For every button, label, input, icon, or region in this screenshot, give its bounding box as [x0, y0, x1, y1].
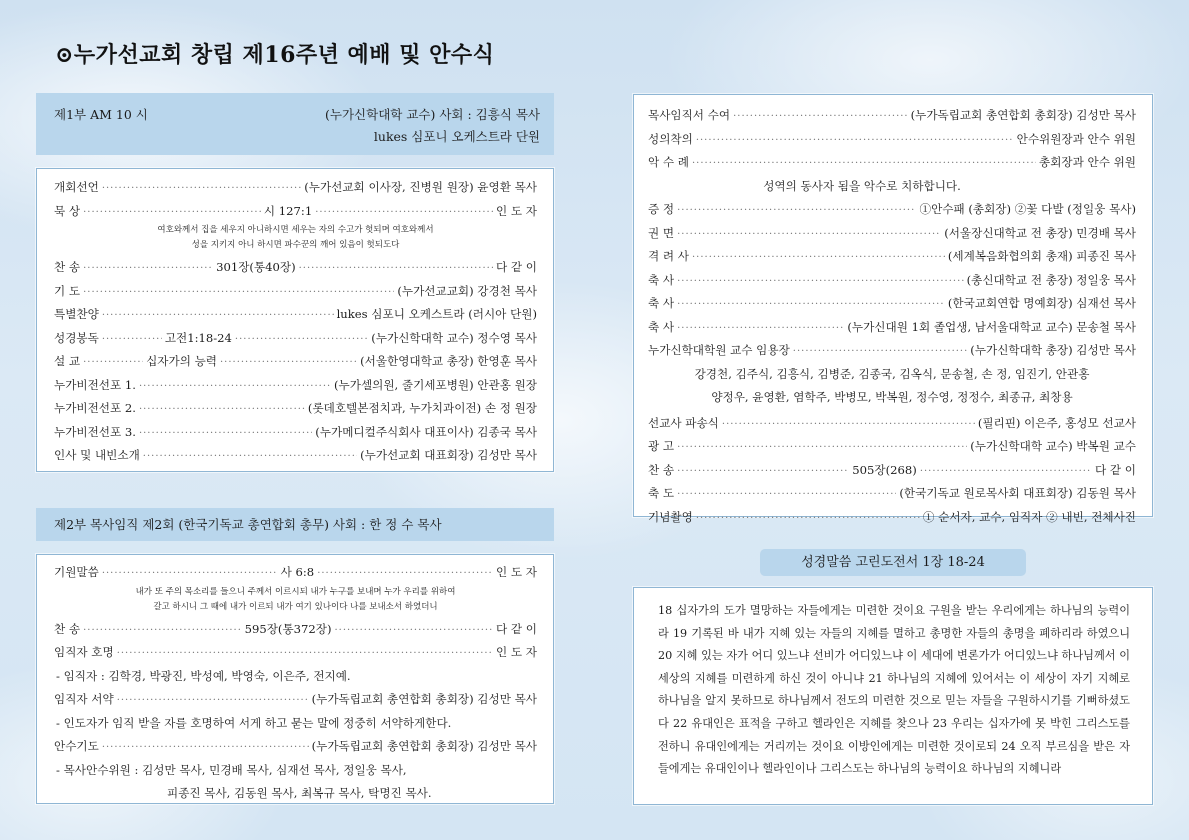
program-row: 누가신학대학원 교수 임용장 ····· (누가신학대학 총장) 김성만 목사 — [648, 339, 1136, 363]
program-row: 기념촬영 ····· ① 순서자, 교수, 임직자 ② 내빈, 전체사진 — [648, 506, 1136, 530]
program-row: 누가비전선포 3. ····· (누가메디컬주식회사 대표이사) 김종국 목사 — [54, 421, 537, 445]
program-row: 권 면 ····· (서울장신대학교 전 총장) 민경배 목사 — [648, 222, 1136, 246]
program-row: 증 정 ····· ①안수패 (총회장) ②꽃 다발 (정일웅 목사) — [648, 198, 1136, 222]
part2-header — [36, 508, 554, 541]
program-row: 선교사 파송식 ····· (필리핀) 이은주, 홍성모 선교사 — [648, 412, 1136, 436]
part1-orchestra: lukes 심포니 오케스트라 단원 — [373, 129, 540, 144]
meditation-note: 성을 지키지 아니 하시면 파수꾼의 깨어 있음이 헛되도다 — [191, 240, 400, 250]
part2-program-box — [36, 554, 554, 804]
program-row: 악 수 례 ····· 총회장과 안수 위원 — [648, 151, 1136, 175]
part1-leader: (누가신학대학 교수) 사회 : 김흥식 목사 — [325, 107, 540, 122]
program-row: 목사임직서 수여 ····· (누가독립교회 총연합회 총회장) 김성만 목사 — [648, 104, 1136, 128]
program-row: 축 사 ····· (누가신대원 1회 졸업생, 남서울대학교 교수) 문송철 목사 — [648, 316, 1136, 340]
program-row: 찬 송 ····· 301장(통40장) ····· 다 같 이 — [54, 256, 537, 280]
scripture-text: 18 십자가의 도가 멸망하는 자들에게는 미련한 것이요 구원을 받는 우리에게는 하나님의 능력이라 19 기록된 바 내가 지혜 있는 자들의 지혜를 멸하고 총명한 자들의 총명을 폐하리라 하였으니 20 지혜 있는 자가 어디 있느냐 선비가 어디있느냐 이 세대에 변론가가 어디있느냐 하나님께서 이 세상의 지혜를 미련하게 하신 것이 아니냐 21 하나님의 지혜에 있어서는 이 세상이 자기 지혜로 하나님을 알지 못하므로 하나님께서 전도의 미련한 것으로 믿는 자들을 구원하시기를 기뻐하셨도다 22 유대인은 표적을 구하고 헬라인은 지혜를 찾으나 23 우리는 십자가에 못 박힌 그리스도를 전하니 유대인에게는 거리끼는 것이요 이방인에게는 미련한 것이로되 24 오직 부르심을 받은 자들에게는 유대인이나 헬라인이나 그리스도는 하나님의 능력이요 하나님의 지혜니라 — [658, 604, 1130, 776]
prayer-note: 갈고 하시니 그 때에 내가 이르되 내가 여기 있나이다 나를 보내소서 하였더니 — [153, 601, 438, 612]
program-row: 축 사 ····· (한국교회연합 명예회장) 심재선 목사 — [648, 292, 1136, 316]
program-row: 광 고 ····· (누가신학대학 교수) 박복원 교수 — [648, 435, 1136, 459]
part1-label: 제1부 AM 10 시 — [54, 107, 148, 122]
program-row: 임직자 호명 ····· 인 도 자 — [54, 641, 537, 665]
scripture-title: 성경말씀 고린도전서 1장 18-24 — [760, 549, 1026, 576]
prayer-note: 내가 또 주의 목소리를 들으니 주께서 이르시되 내가 누구를 보내며 누가 우리를 위하여 — [135, 586, 456, 597]
program-row: 인사 및 내빈소개 ····· (누가선교회 대표회장) 김성만 목사 — [54, 444, 537, 468]
page-title: ⊙누가선교회 창립 제16주년 예배 및 안수식 — [55, 42, 495, 68]
program-row: 누가비전선포 2. ····· (롯데호텔본점치과, 누가치과이전) 손 정 원장 — [54, 397, 537, 421]
ordinands-list: - 임직자 : 김학경, 박광진, 박성예, 박영숙, 이은주, 전지예. — [56, 668, 351, 683]
meditation-note: 여호와께서 집을 세우지 아니하시면 세우는 자의 수고가 헛되며 여호와께서 — [157, 225, 434, 235]
program-row: 축 도 ····· (한국기독교 원로목사회 대표회장) 김동원 목사 — [648, 482, 1136, 506]
program-row: 누가비전선포 1. ····· (누가셀의원, 줄기세포병원) 안관홍 원장 — [54, 374, 537, 398]
scripture-box — [633, 587, 1153, 805]
program-row: 찬 송 ····· 505장(268) ····· 다 같 이 — [648, 459, 1136, 483]
part1-header — [36, 93, 554, 155]
part2-title: 제2부 목사임직 제2회 (한국기독교 총연합회 총무) 사회 : 한 정 수 목사 — [54, 517, 442, 532]
program-row: 개회선언 ····· (누가선교회 이사장, 진병원 원장) 윤영환 목사 — [54, 176, 537, 200]
program-row: 기 도 ····· (누가선교교회) 강경천 목사 — [54, 280, 537, 304]
program-row: 찬 송 ····· 595장(통372장) ····· 다 같 이 — [54, 618, 537, 642]
program-row: 임직자 서약 ····· (누가독립교회 총연합회 총회장) 김성만 목사 — [54, 688, 537, 712]
part1-program-box — [36, 168, 554, 472]
professors-list: 강경천, 김주식, 김흥식, 김병준, 김종국, 김옥식, 문송철, 손 정, 임진기, 안관홍 — [694, 366, 1090, 381]
professors-list: 양정우, 윤영환, 염학주, 박병모, 박복원, 정수영, 정정수, 최종규, 최창용 — [711, 390, 1073, 404]
handshake-note: 성역의 동사자 됨을 악수로 치하합니다. — [763, 178, 961, 193]
program-row: 성경봉독 ····· 고전1:18-24 ····· (누가신학대학 교수) 정수영 목사 — [54, 327, 537, 351]
program-row: 특별찬양 ····· lukes 심포니 오케스트라 (러시아 단원) — [54, 303, 537, 327]
committee-list: - 목사안수위원 : 김성만 목사, 민경배 목사, 심재선 목사, 정일웅 목사, — [56, 762, 407, 777]
program-row: 안수기도 ····· (누가독립교회 총연합회 총회장) 김성만 목사 — [54, 735, 537, 759]
program-row: 기원말씀 ····· 사 6:8 ····· 인 도 자 — [54, 561, 537, 585]
program-row: 격 려 사 ····· (세계복음화협의회 총재) 피종진 목사 — [648, 245, 1136, 269]
program-row: 축 사 ····· (총신대학교 전 총장) 정일웅 목사 — [648, 269, 1136, 293]
program-row: 묵 상 ····· 시 127:1 ····· 인 도 자 — [54, 200, 537, 224]
committee-list: 피종진 목사, 김동원 목사, 최복규 목사, 탁명진 목사. — [167, 786, 432, 800]
program-row: 성의착의 ····· 안수위원장과 안수 위원 — [648, 128, 1136, 152]
vow-note: - 인도자가 임직 받을 자를 호명하여 서게 하고 묻는 말에 정중히 서약하게한다. — [56, 715, 452, 730]
part3-program-box — [633, 94, 1153, 524]
program-row: 설 교 ····· 십자가의 능력 ····· (서울한영대학교 총장) 한영훈 목사 — [54, 350, 537, 374]
